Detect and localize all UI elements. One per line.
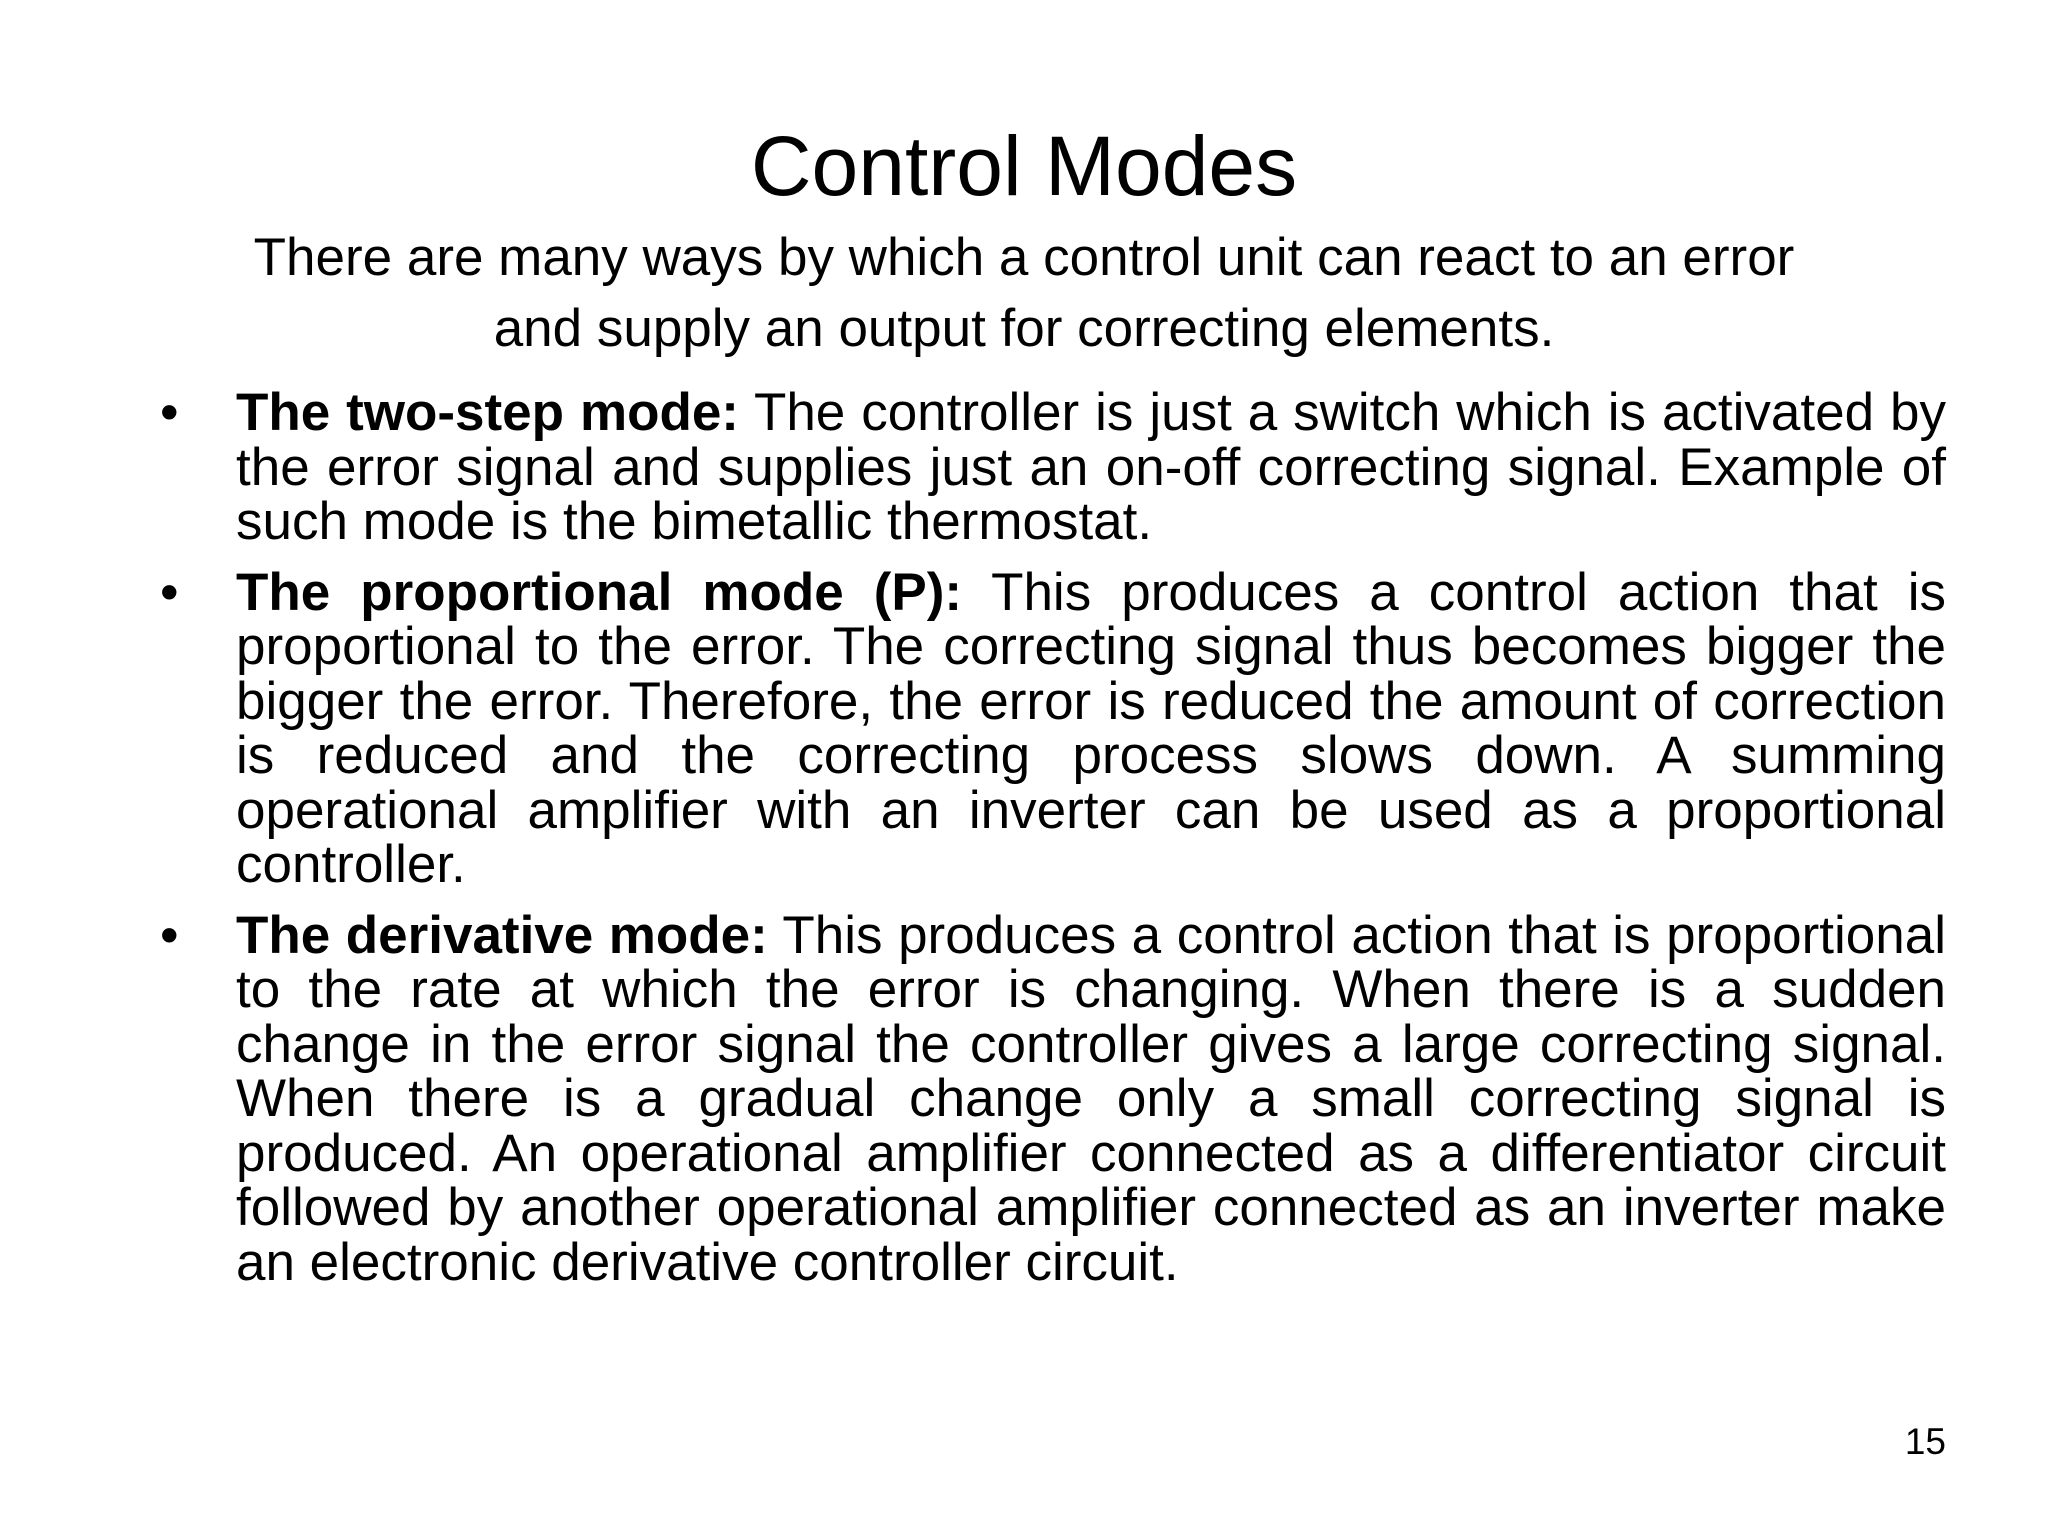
bullet-term: The two-step mode:	[236, 383, 739, 442]
bullet-list	[160, 383, 1947, 1306]
bullet-dot-icon: •	[160, 383, 179, 442]
bullet-proportional-mode	[160, 562, 1947, 894]
bullet-term: The derivative mode:	[236, 905, 768, 965]
subtitle-line-1: There are many ways by which a control unit can react to an error	[253, 228, 1795, 287]
bullet-text: This produces a control action that is proportional to the error. The correcting signal thus becomes bigger the bigger the error. Therefore, the error is reduced the amount of correction is reduced and the correcting process slows down. A summing operational amplifier with an inverter can be used as a proportional controller.	[236, 562, 1947, 894]
slide-subtitle	[160, 222, 1888, 364]
bullet-text: The controller is just a switch which is activated by the error signal and supplies just an on-off correcting signal. Example of such mode is the bimetallic thermostat.	[236, 383, 1946, 551]
slide-title: Control Modes	[750, 119, 1298, 213]
subtitle-line-2: and supply an output for correcting elements.	[493, 299, 1555, 358]
bullet-derivative-mode	[160, 905, 1946, 1292]
bullet-two-step-mode	[160, 383, 1946, 551]
bullet-text: This produces a control action that is proportional to the rate at which the error is changing. When there is a sudden change in the error signal the controller gives a large correcting signal. When there is a gradual change only a small correcting signal is produced. An operational amplifier connected as a differentiator circuit followed by another operational amplifier connected as an inverter make an electronic derivative controller circuit.	[236, 905, 1946, 1292]
bullet-dot-icon: •	[160, 562, 179, 622]
bullet-dot-icon: •	[160, 905, 179, 965]
page-number: 15	[1904, 1421, 1946, 1462]
bullet-term: The proportional mode (P):	[236, 562, 963, 622]
